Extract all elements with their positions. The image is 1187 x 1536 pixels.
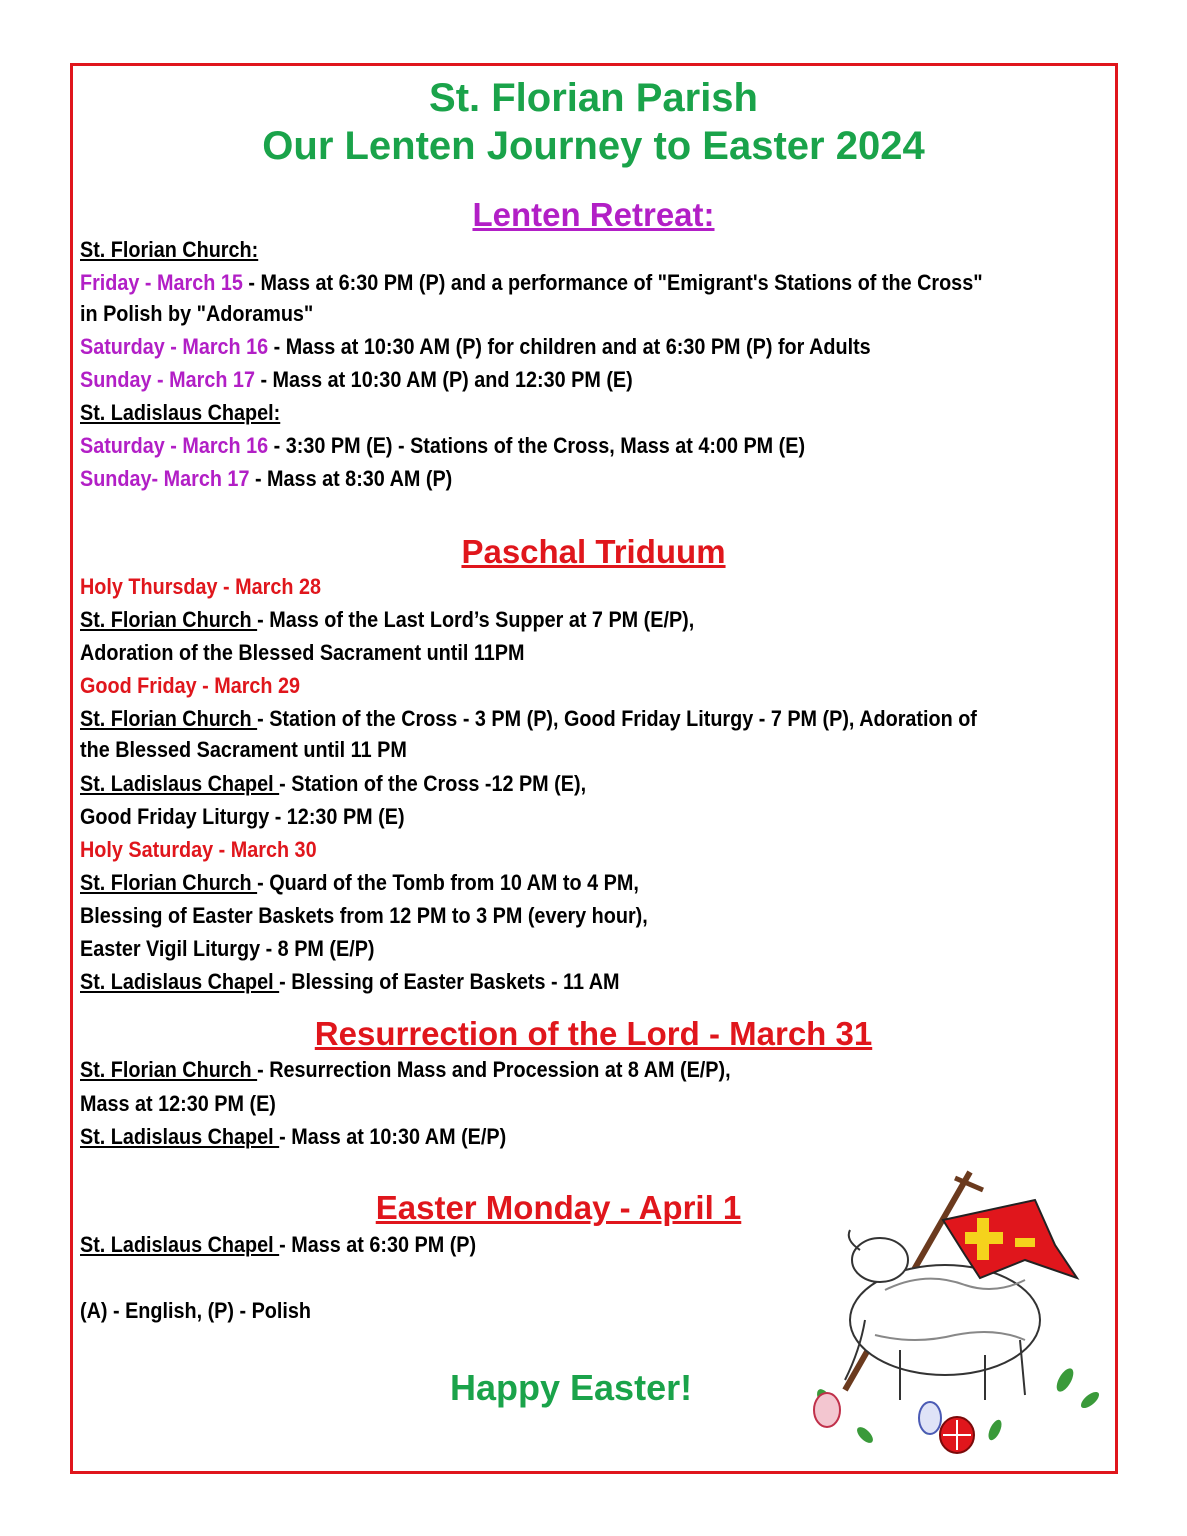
holy-saturday-line: St. Florian Church - Quard of the Tomb from 10 AM to 4 PM, (80, 870, 639, 895)
holy-thursday-day: Holy Thursday - March 28 (80, 574, 321, 599)
journey-title: Our Lenten Journey to Easter 2024 (262, 124, 925, 168)
easter-monday-heading: Easter Monday - April 1 (375, 1189, 742, 1226)
good-friday-line: St. Florian Church - Station of the Cross - 3 PM (P), Good Friday Liturgy - 7 PM (P), Adoration of (80, 706, 977, 731)
lenten-retreat-heading: Lenten Retreat: (472, 196, 715, 233)
resurrection-chapel-line: St. Ladislaus Chapel - Mass at 10:30 AM (E/P) (80, 1124, 507, 1149)
retreat-friday-cont-line: in Polish by "Adoramus" (80, 301, 314, 326)
holy-thursday-line: St. Florian Church - Mass of the Last Lord’s Supper at 7 PM (E/P), (80, 607, 695, 632)
florian-church-label: St. Florian Church: (80, 237, 259, 262)
good-friday-chapel-line2: Good Friday Liturgy - 12:30 PM (E) (80, 804, 405, 829)
good-friday-day: Good Friday - March 29 (80, 673, 301, 698)
paschal-lamb-icon (805, 1160, 1105, 1460)
ladislaus-chapel-label: St. Ladislaus Chapel: (80, 400, 281, 425)
resurrection-line2: Mass at 12:30 PM (E) (80, 1091, 276, 1116)
holy-saturday-day: Holy Saturday - March 30 (80, 837, 317, 862)
chapel-saturday-line: Saturday - March 16 - 3:30 PM (E) - Stations of the Cross, Mass at 4:00 PM (E) (80, 433, 806, 458)
holy-thursday-line2: Adoration of the Blessed Sacrament until 11PM (80, 640, 525, 665)
resurrection-heading: Resurrection of the Lord - March 31 (314, 1015, 873, 1052)
retreat-friday-line: Friday - March 15 - Mass at 6:30 PM (P) and a performance of "Emigrant's Stations of the Cross" (80, 270, 983, 295)
holy-saturday-line3: Easter Vigil Liturgy - 8 PM (E/P) (80, 936, 375, 961)
happy-easter-text: Happy Easter! (450, 1367, 693, 1408)
language-legend: (A) - English, (P) - Polish (80, 1298, 311, 1323)
holy-saturday-line2: Blessing of Easter Baskets from 12 PM to 3 PM (every hour), (80, 903, 648, 928)
good-friday-chapel-line: St. Ladislaus Chapel - Station of the Cross -12 PM (E), (80, 771, 587, 796)
easter-monday-line: St. Ladislaus Chapel - Mass at 6:30 PM (P) (80, 1232, 477, 1257)
triduum-heading: Paschal Triduum (461, 533, 726, 570)
holy-saturday-chapel-line: St. Ladislaus Chapel - Blessing of Easter Baskets - 11 AM (80, 969, 620, 994)
resurrection-line: St. Florian Church - Resurrection Mass and Procession at 8 AM (E/P), (80, 1057, 731, 1082)
parish-title: St. Florian Parish (429, 76, 758, 120)
retreat-sunday-line: Sunday - March 17 - Mass at 10:30 AM (P) and 12:30 PM (E) (80, 367, 633, 392)
good-friday-line2: the Blessed Sacrament until 11 PM (80, 737, 407, 762)
chapel-sunday-line: Sunday- March 17 - Mass at 8:30 AM (P) (80, 466, 453, 491)
retreat-saturday-line: Saturday - March 16 - Mass at 10:30 AM (P) for children and at 6:30 PM (P) for Adults (80, 334, 871, 359)
